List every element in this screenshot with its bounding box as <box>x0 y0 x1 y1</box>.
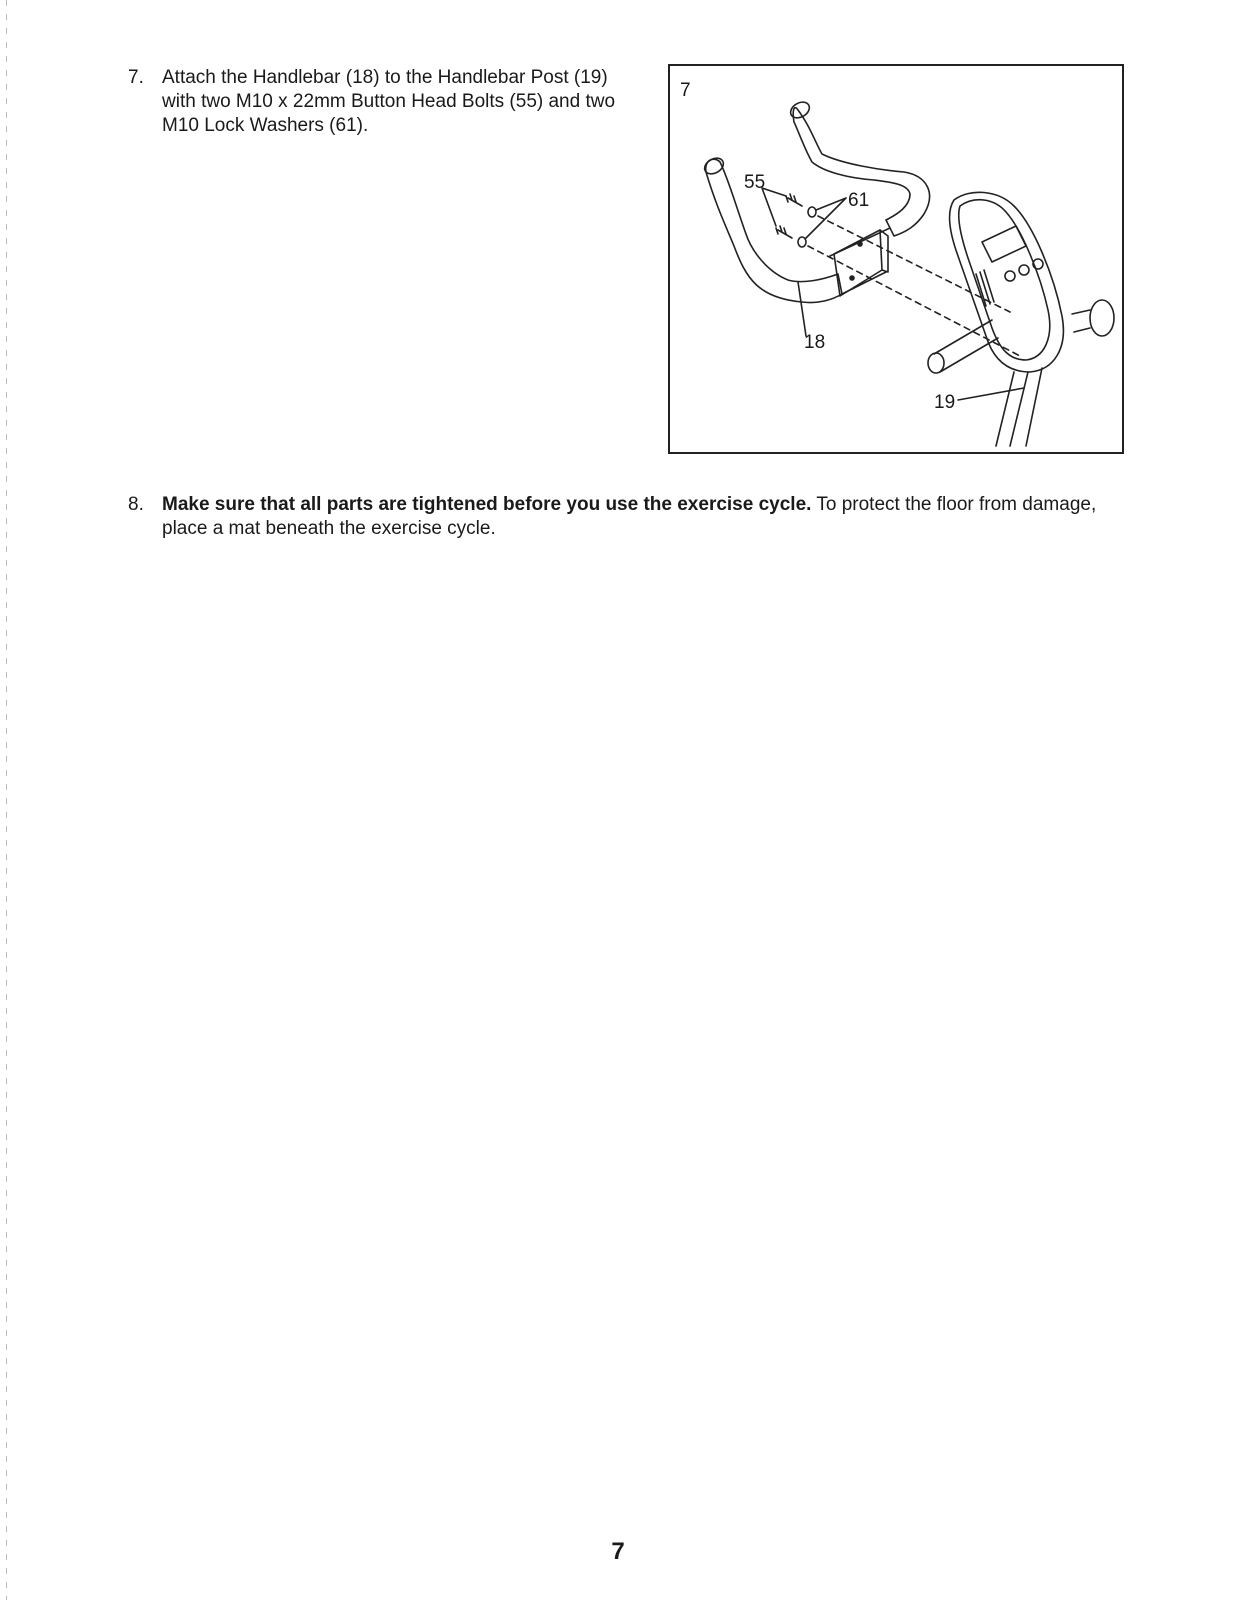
washer-upper <box>808 207 816 217</box>
step-warning-text: Make sure that all parts are tightened before you use the exercise cycle. <box>162 494 812 515</box>
handlebar-post <box>996 368 1042 446</box>
bolt-upper <box>786 194 802 206</box>
console-display <box>982 226 1026 262</box>
assembly-step-7 <box>128 66 628 146</box>
tension-knob <box>1090 300 1114 336</box>
callout-55: 55 <box>744 172 766 193</box>
step-instruction-text <box>162 493 1122 541</box>
assembly-figure-7 <box>668 64 1124 454</box>
console-button-2 <box>1019 265 1029 275</box>
handlebar-outline <box>706 159 842 302</box>
step-body-text: To protect the floor from damage, place a mat beneath the exercise cycle. <box>162 494 1097 539</box>
page-number: 7 <box>611 1538 625 1565</box>
step-number: 7. <box>128 67 144 88</box>
handlebar-assembly-illustration <box>670 66 1122 452</box>
step-instruction-text: Attach the Handlebar (18) to the Handlebar Post (19) with two M10 x 22mm Button Head Bolts (55) and two M10 Lock Washers (61). <box>162 67 616 136</box>
binder-edge-line <box>6 0 7 1600</box>
callout-18: 18 <box>804 332 826 353</box>
step-number: 8. <box>128 494 144 515</box>
console-button-1 <box>1005 271 1015 281</box>
bolt-lower <box>776 226 792 238</box>
callout-19: 19 <box>934 392 956 413</box>
assembly-step-8 <box>128 493 1118 553</box>
washer-lower <box>798 237 806 247</box>
callout-61: 61 <box>848 190 870 211</box>
figure-number: 7 <box>680 80 691 101</box>
